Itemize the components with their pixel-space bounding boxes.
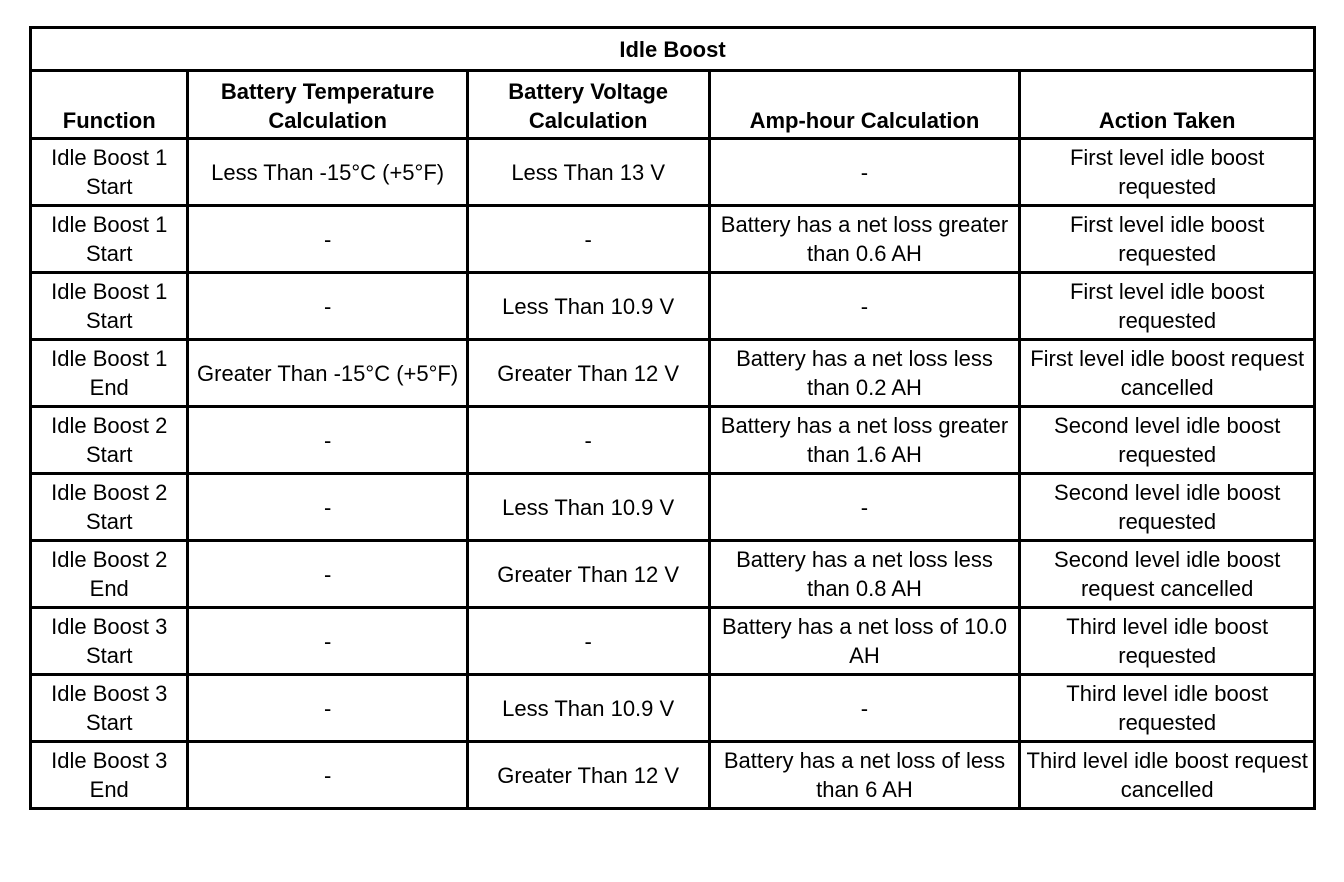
header-battery-voltage: Battery Voltage Calculation [467, 71, 709, 139]
cell-action: Second level idle boost requested [1020, 474, 1315, 541]
cell-voltage: - [467, 206, 709, 273]
header-function: Function [31, 71, 188, 139]
cell-voltage: Less Than 10.9 V [467, 675, 709, 742]
idle-boost-table [29, 26, 1316, 810]
cell-temperature: - [188, 206, 467, 273]
cell-action: First level idle boost requested [1020, 206, 1315, 273]
cell-temperature: - [188, 407, 467, 474]
cell-function: Idle Boost 1 End [31, 340, 188, 407]
cell-amp-hour: Battery has a net loss of 10.0 AH [709, 608, 1020, 675]
cell-action: First level idle boost request cancelled [1020, 340, 1315, 407]
cell-function: Idle Boost 1 Start [31, 139, 188, 206]
cell-voltage: - [467, 608, 709, 675]
cell-voltage: Less Than 10.9 V [467, 273, 709, 340]
table-row [31, 742, 1315, 809]
cell-amp-hour: Battery has a net loss greater than 1.6 AH [709, 407, 1020, 474]
table-row [31, 340, 1315, 407]
cell-action: Third level idle boost requested [1020, 675, 1315, 742]
table-title: Idle Boost [31, 28, 1315, 71]
cell-action: Third level idle boost requested [1020, 608, 1315, 675]
cell-function: Idle Boost 1 Start [31, 206, 188, 273]
cell-function: Idle Boost 2 Start [31, 474, 188, 541]
cell-amp-hour: Battery has a net loss less than 0.8 AH [709, 541, 1020, 608]
cell-voltage: - [467, 407, 709, 474]
header-row [31, 71, 1315, 139]
cell-action: Second level idle boost request cancelled [1020, 541, 1315, 608]
header-amp-hour: Amp-hour Calculation [709, 71, 1020, 139]
cell-function: Idle Boost 3 Start [31, 608, 188, 675]
cell-amp-hour: - [709, 273, 1020, 340]
table-row [31, 675, 1315, 742]
cell-amp-hour: Battery has a net loss of less than 6 AH [709, 742, 1020, 809]
cell-temperature: - [188, 273, 467, 340]
header-battery-temperature: Battery Temperature Calculation [188, 71, 467, 139]
cell-temperature: Less Than -15°C (+5°F) [188, 139, 467, 206]
cell-action: Third level idle boost request cancelled [1020, 742, 1315, 809]
cell-amp-hour: Battery has a net loss less than 0.2 AH [709, 340, 1020, 407]
table-row [31, 139, 1315, 206]
cell-voltage: Greater Than 12 V [467, 742, 709, 809]
cell-amp-hour: - [709, 139, 1020, 206]
cell-function: Idle Boost 1 Start [31, 273, 188, 340]
cell-action: First level idle boost requested [1020, 273, 1315, 340]
cell-temperature: - [188, 608, 467, 675]
cell-function: Idle Boost 2 End [31, 541, 188, 608]
cell-action: First level idle boost requested [1020, 139, 1315, 206]
table-row [31, 273, 1315, 340]
cell-temperature: - [188, 474, 467, 541]
cell-action: Second level idle boost requested [1020, 407, 1315, 474]
cell-voltage: Greater Than 12 V [467, 340, 709, 407]
table-row [31, 608, 1315, 675]
cell-amp-hour: - [709, 675, 1020, 742]
cell-function: Idle Boost 2 Start [31, 407, 188, 474]
cell-temperature: - [188, 742, 467, 809]
table-row [31, 206, 1315, 273]
cell-temperature: - [188, 675, 467, 742]
cell-temperature: Greater Than -15°C (+5°F) [188, 340, 467, 407]
header-action-taken: Action Taken [1020, 71, 1315, 139]
cell-amp-hour: Battery has a net loss greater than 0.6 AH [709, 206, 1020, 273]
cell-function: Idle Boost 3 End [31, 742, 188, 809]
cell-voltage: Greater Than 12 V [467, 541, 709, 608]
table-row [31, 407, 1315, 474]
cell-voltage: Less Than 10.9 V [467, 474, 709, 541]
title-row [31, 28, 1315, 71]
table-row [31, 541, 1315, 608]
cell-temperature: - [188, 541, 467, 608]
cell-function: Idle Boost 3 Start [31, 675, 188, 742]
cell-amp-hour: - [709, 474, 1020, 541]
cell-voltage: Less Than 13 V [467, 139, 709, 206]
table-row [31, 474, 1315, 541]
